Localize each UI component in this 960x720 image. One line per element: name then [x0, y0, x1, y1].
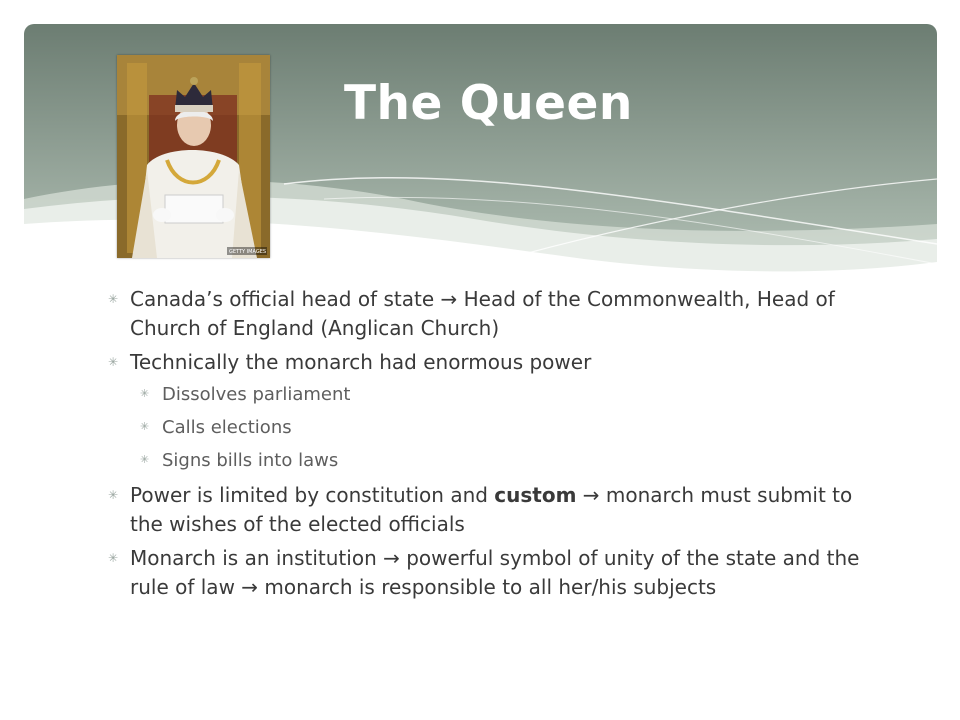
- bullet-text-after: → monarch must submit to the wishes of the elected officials: [130, 483, 853, 536]
- bullet-item: [106, 544, 866, 602]
- bullet-item: [106, 348, 866, 377]
- bullet-item: [106, 481, 866, 539]
- bullet-text: Canada’s official head of state → Head of the Commonwealth, Head of Church of England (Anglican Church): [130, 287, 835, 340]
- queen-portrait-image: [117, 55, 270, 258]
- sub-bullet-item: [106, 448, 866, 473]
- bullet-text-before: Power is limited by constitution and: [130, 483, 495, 507]
- bullet-text: Technically the monarch had enormous power: [130, 350, 592, 374]
- queen-photo: [117, 55, 270, 258]
- asterisk-icon: ✳: [108, 355, 119, 369]
- photo-watermark: GETTY IMAGES: [229, 249, 267, 255]
- bullet-text-bold: custom: [494, 483, 577, 507]
- asterisk-icon: ✳: [108, 551, 119, 565]
- slide-title: The Queen: [344, 76, 633, 131]
- bullet-list: [106, 285, 866, 607]
- sub-bullet-text: Signs bills into laws: [162, 450, 339, 471]
- asterisk-icon: ✳: [140, 387, 150, 400]
- asterisk-icon: ✳: [140, 420, 150, 433]
- sub-bullet-item: [106, 382, 866, 407]
- sub-bullet-text: Dissolves parliament: [162, 384, 351, 405]
- asterisk-icon: ✳: [140, 453, 150, 466]
- sub-bullet-item: [106, 415, 866, 440]
- asterisk-icon: ✳: [108, 292, 119, 306]
- sub-bullet-text: Calls elections: [162, 417, 292, 438]
- asterisk-icon: ✳: [108, 488, 119, 502]
- bullet-item: [106, 285, 866, 343]
- bullet-text: Monarch is an institution → powerful symbol of unity of the state and the rule of law → monarch is responsible to all her/his subjects: [130, 546, 860, 599]
